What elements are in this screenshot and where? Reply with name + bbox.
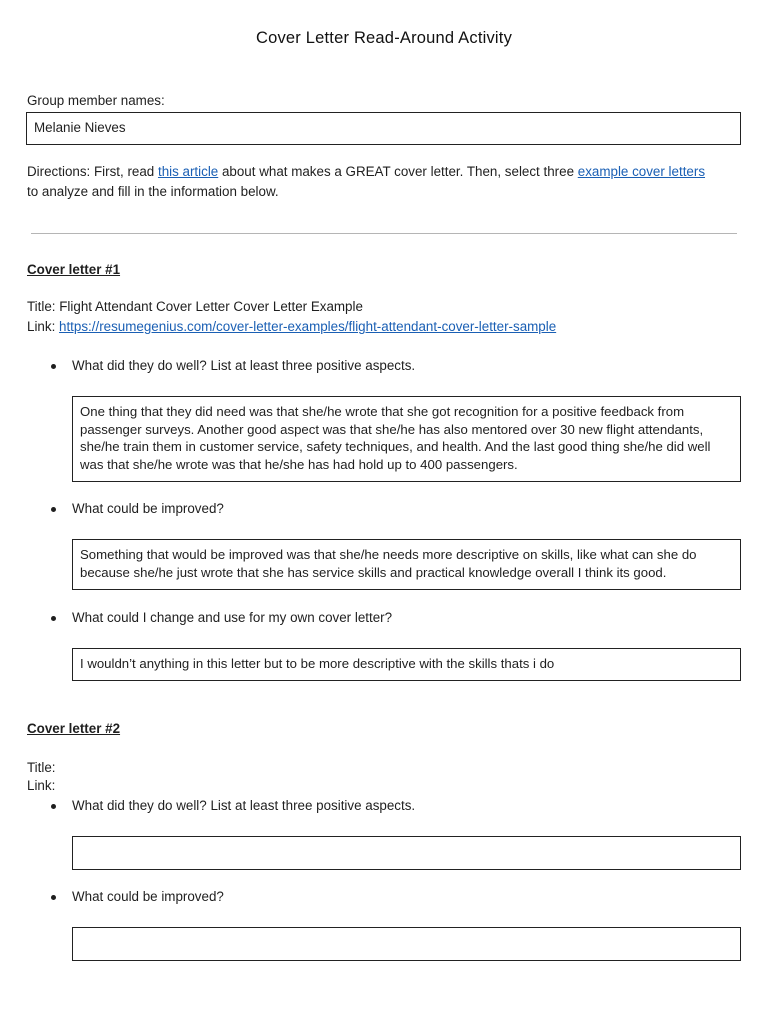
bullet-icon [51,364,56,369]
cover-letter-2-heading: Cover letter #2 [27,721,121,736]
divider [31,233,737,234]
bullet-icon [51,895,56,900]
cl1-answer-3-text: I wouldn’t anything in this letter but to be more descriptive with the skills thats i do [80,656,555,671]
cl2-title-label: Title: [27,760,56,775]
cl1-answer-1-text: One thing that they did need was that she/he wrote that she got recognition for a positive feedback from passenger surveys. Another good aspect was that she/he has also mentored over 30 new flight attendants, she/he train them in customer service, safety techniques, and health. And the last good thing she/he did well was that she/he wrote was that he/she has had hold up to 400 passengers. [80,404,711,472]
bullet-icon [51,507,56,512]
cover-letter-1-link-row [27,318,556,336]
group-names-label: Group member names: [27,93,165,108]
cl1-answer-2-text: Something that would be improved was that she/he needs more descriptive on skills, like what can she do because she/he just wrote that she has service skills and practical knowledge overall I think its good. [80,547,697,580]
cl1-question-2: What could be improved? [72,501,224,516]
link-label: Link: [27,319,60,334]
cl1-answer-2-field[interactable] [72,539,741,590]
cl1-question-1: What did they do well? List at least three positive aspects. [72,358,416,373]
cover-letter-1-heading: Cover letter #1 [27,262,121,277]
cl2-answer-1-field[interactable] [72,836,741,870]
page-title: Cover Letter Read-Around Activity [255,29,513,47]
directions-text-2: about what makes a GREAT cover letter. Then, select three [218,164,578,179]
bullet-icon [51,804,56,809]
directions-text-1: Directions: First, read [27,164,158,179]
title-value: Flight Attendant Cover Letter Cover Letter Example [59,299,363,314]
cl2-question-1: What did they do well? List at least three positive aspects. [72,798,416,813]
group-names-value: Melanie Nieves [34,120,126,135]
title-label: Title: [27,299,60,314]
directions-line-1 [27,163,705,181]
cl2-question-2: What could be improved? [72,889,224,904]
resumegenius-link[interactable]: https://resumegenius.com/cover-letter-examples/flight-attendant-cover-letter-sample [59,319,557,334]
cl1-answer-1-field[interactable] [72,396,741,482]
bullet-icon [51,616,56,621]
cover-letter-1-title [27,298,363,316]
article-link[interactable]: this article [157,164,219,179]
group-names-field[interactable] [26,112,741,145]
cl1-answer-3-field[interactable] [72,648,741,681]
directions-text-3: to analyze and fill in the information below. [27,184,279,199]
cl2-answer-2-field[interactable] [72,927,741,961]
cl1-question-3: What could I change and use for my own cover letter? [72,610,393,625]
example-letters-link[interactable]: example cover letters [577,164,706,179]
cl2-link-label: Link: [27,778,56,793]
